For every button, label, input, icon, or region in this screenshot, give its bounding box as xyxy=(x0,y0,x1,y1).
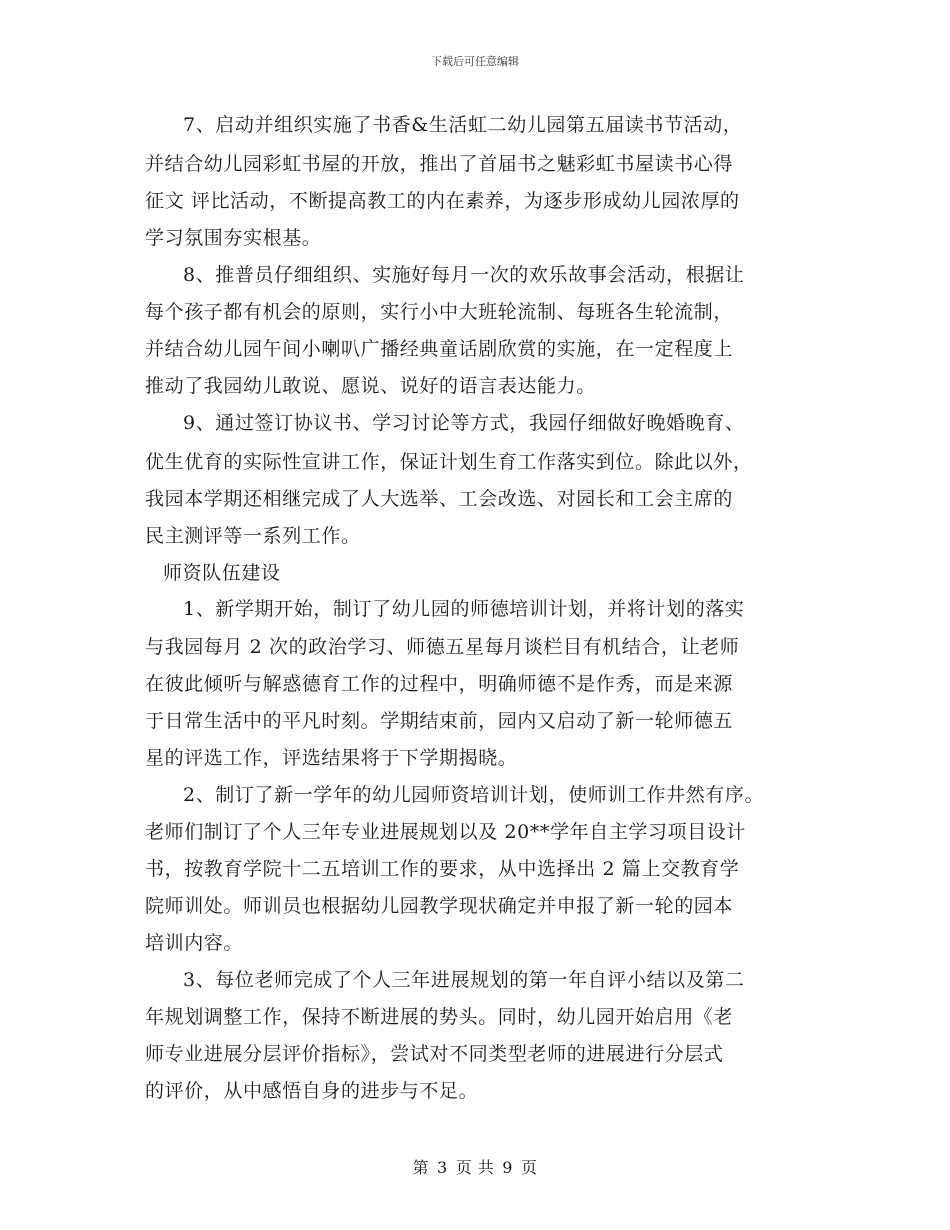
paragraph-9-line-2: 优生优育的实际性宣讲工作，保证计划生育工作落实到位。除此以外， xyxy=(145,451,753,473)
paragraph-8-line-2: 每个孩子都有机会的原则，实行小中大班轮流制、每班各生轮流制， xyxy=(145,301,734,323)
paragraph-7-line-4: 学习氛围夯实根基。 xyxy=(145,227,322,249)
paragraph-7-line-3: 征文 评比活动，不断提高教工的内在素养，为逐步形成幼儿园浓厚的 xyxy=(145,190,740,212)
paragraph-3-line-1: 3、每位老师完成了个人三年进展规划的第一年自评小结以及第二 xyxy=(183,969,745,991)
paragraph-8-line-1: 8、推普员仔细组织、实施好每月一次的欢乐故事会活动，根据让 xyxy=(183,264,745,286)
paragraph-9-line-4: 民主测评等一系列工作。 xyxy=(145,525,361,547)
paragraph-7-line-2: 并结合幼儿园彩虹书屋的开放，推出了首届书之魅彩虹书屋读书心得 xyxy=(145,153,734,175)
paragraph-3-line-3: 师专业进展分层评价指标》，尝试对不同类型老师的进展进行分层式 xyxy=(145,1043,724,1065)
page-header: 下载后可任意编辑 xyxy=(431,55,519,68)
total-page-number: 9 xyxy=(502,1158,513,1177)
paragraph-1-line-3: 在彼此倾听与解惑德育工作的过程中，明确师德不是作秀，而是来源 xyxy=(145,673,734,695)
paragraph-1-line-1: 1、新学期开始，制订了幼儿园的师德培训计划，并将计划的落实 xyxy=(183,598,745,620)
paragraph-7-line-1: 7、启动并组织实施了书香&生活虹二幼儿园第五届读书节活动， xyxy=(183,114,743,136)
paragraph-3-line-2: 年规划调整工作，保持不断进展的势头。同时，幼儿园开始启用《老 xyxy=(145,1006,734,1028)
paragraph-2-line-1: 2、制订了新一学年的幼儿园师资培训计划，使师训工作井然有序。 xyxy=(183,784,765,806)
paragraph-2-line-2: 老师们制订了个人三年专业进展规划以及 20**学年自主学习项目设计 xyxy=(145,821,747,843)
page-footer xyxy=(0,1155,950,1178)
paragraph-8-line-3: 并结合幼儿园午间小喇叭广播经典童话剧欣赏的实施，在一定程度上 xyxy=(145,338,734,360)
page-suffix: 页 xyxy=(520,1158,538,1177)
current-page-number: 3 xyxy=(437,1158,448,1177)
paragraph-8-line-4: 推动了我园幼儿敢说、愿说、说好的语言表达能力。 xyxy=(145,375,596,397)
section-heading: 师资队伍建设 xyxy=(163,562,281,584)
paragraph-1-line-2: 与我园每月 2 次的政治学习、师德五星每月谈栏目有机结合，让老师 xyxy=(145,636,740,658)
page-middle-text: 页 共 xyxy=(455,1158,495,1177)
paragraph-3-line-4: 的评价，从中感悟自身的进步与不足。 xyxy=(145,1080,479,1102)
paragraph-1-line-4: 于日常生活中的平凡时刻。学期结束前，园内又启动了新一轮师德五 xyxy=(145,710,734,732)
page-prefix: 第 xyxy=(412,1158,430,1177)
paragraph-2-line-5: 培训内容。 xyxy=(145,932,244,954)
paragraph-2-line-3: 书，按教育学院十二五培训工作的要求，从中选择出 2 篇上交教育学 xyxy=(145,858,740,880)
paragraph-1-line-5: 星的评选工作，评选结果将于下学期揭晓。 xyxy=(145,747,518,769)
paragraph-9-line-3: 我园本学期还相继完成了人大选举、工会改选、对园长和工会主席的 xyxy=(145,488,734,510)
paragraph-2-line-4: 院师训处。师训员也根据幼儿园教学现状确定并申报了新一轮的园本 xyxy=(145,895,734,917)
paragraph-9-line-1: 9、通过签订协议书、学习讨论等方式，我园仔细做好晚婚晚育、 xyxy=(183,412,745,434)
